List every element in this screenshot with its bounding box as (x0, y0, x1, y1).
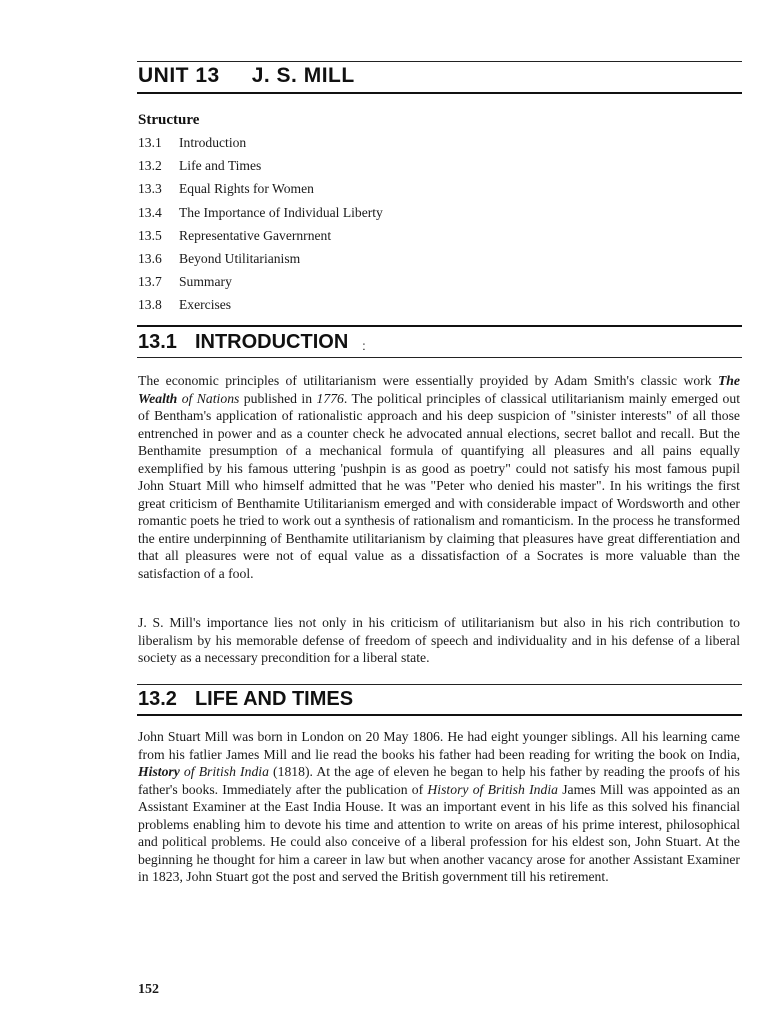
text-run: (1818). At the age of eleven he began to help his father by reading the proofs of his father's books. Immediately after the publication of (138, 764, 740, 797)
structure-item-label: Equal Rights for Women (179, 181, 314, 197)
structure-heading: Structure (138, 112, 200, 128)
text-run: . The political principles of classical utilitarianism mainly emerged out of Bentham's application of rationalistic approach and his deep suspicion of "sinister interests" of all those entrenched in power and as a counter check he advocated annual elections, secret ballot and recall. But the Benthamite presumption of a mechanical formula of quantifying all pleasures and all pains equally exemplified by his famous uttering 'pushpin is as good as poetry" could not satisfy his most famous pupil John Stuart Mill who himself admitted that he was "Peter who denied his master". In his writings the first great criticism of Benthamite Utilitarianism emerged and with considerable impact of Wordsworth and other romantic poets he tried to work out a synthesis of rationalism and romanticism. In the process he transformed the entire underpinning of Benthamite utilitarianism by claiming that pleasures have great differentiation and that all pleasures were not of equal value as a dissatisfaction of a Socrates is more valuable than the satisfaction of a fool. (138, 390, 741, 581)
unit-title (138, 64, 355, 88)
structure-item (138, 250, 383, 273)
section-number: 13.1 (138, 331, 177, 353)
page-number: 152 (138, 982, 159, 997)
section-title: LIFE AND TIMES (194, 688, 354, 710)
section-heading-life-and-times (138, 688, 353, 711)
section-number: 13.2 (138, 688, 177, 710)
book-title: History (138, 764, 180, 779)
structure-item-label: Representative Gavernrnent (179, 227, 332, 243)
header-rule-top (137, 61, 742, 62)
book-title: Nations (196, 390, 240, 406)
section-rule-top (137, 684, 742, 685)
unit-number: UNIT 13 (138, 64, 220, 87)
structure-item-number: 13.2 (138, 158, 162, 174)
intro-paragraph-2: J. S. Mill's importance lies not only in his criticism of utilitarianism but also in his rich contribution to liberalism by his memorable defense of freedom of speech and individuality and in his defense of a liberal society as a necessary precondition for a liberal state. (138, 615, 740, 665)
stray-mark: : (362, 339, 366, 353)
structure-item-number: 13.6 (138, 250, 162, 266)
structure-item-label: Life and Times (179, 158, 262, 174)
structure-item (138, 227, 383, 250)
structure-item-number: 13.4 (138, 204, 162, 220)
structure-item-number: 13.7 (138, 274, 162, 290)
structure-item-number: 13.5 (138, 227, 162, 243)
structure-item (138, 180, 383, 203)
section-heading-introduction (138, 331, 366, 354)
book-title: British India (198, 764, 269, 779)
structure-item-label: The Importance of Individual Liberty (179, 204, 383, 220)
structure-item-label: Exercises (179, 297, 232, 313)
text-run: John Stuart Mill was born in London on 20 May 1806. He had eight younger siblings. All his learning came from his fatlier James Mill and lie read the books his father had been reading for writing the book on India, (138, 729, 740, 762)
structure-item (138, 273, 383, 296)
book-title: The Wealth (138, 373, 740, 406)
section-title: INTRODUCTION (194, 331, 349, 353)
unit-name: J. S. MILL (251, 64, 355, 87)
structure-item-number: 13.3 (138, 181, 162, 197)
structure-item (138, 204, 383, 227)
structure-item-label: Beyond Utilitarianism (179, 250, 301, 266)
year: 1776 (316, 390, 344, 406)
structure-item-number: 13.1 (138, 135, 162, 150)
section-rule-bottom (137, 357, 742, 358)
structure-item (138, 134, 383, 157)
structure-item (138, 296, 383, 319)
header-rule-bottom (137, 92, 742, 94)
book-title: History of British India (427, 781, 558, 797)
text-run: James Mill was appointed as an Assistant Examiner at the East India House. It was an important event in his life as this solved his financial problems enabling him to devote his time and attention to write on areas of his prime interest, philosophical and political problems. He could also conceive of a liberal profession for his eldest son, John Stuart. At the beginning he thought for him a career in law but when another vacancy arose for another Assistant Examiner in 1823, John Stuart got the post and served the British government till his retirement. (138, 781, 740, 884)
intro-paragraph-1 (138, 372, 740, 582)
structure-item (138, 157, 383, 180)
text-run: The economic principles of utilitarianism were essentially proyided by Adam Smith's classic work (138, 373, 718, 388)
text-run: of (179, 764, 199, 779)
text-run: published in (239, 390, 317, 406)
structure-list (138, 134, 383, 320)
life-paragraph-1 (138, 728, 740, 886)
structure-item-label: Introduction (179, 135, 247, 150)
structure-item-number: 13.8 (138, 297, 162, 313)
text-run: of (177, 390, 197, 406)
section-rule-top (137, 325, 742, 327)
structure-item-label: Summary (179, 274, 232, 290)
section-rule-bottom (137, 714, 742, 716)
